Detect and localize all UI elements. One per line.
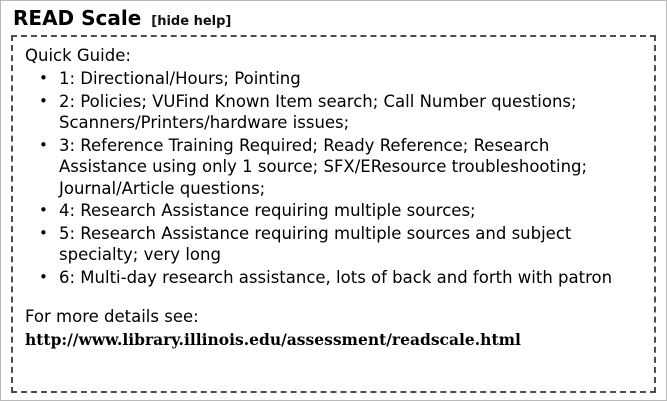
read-scale-level-list: [25, 68, 642, 288]
list-item: [25, 267, 642, 289]
list-item: [25, 135, 642, 200]
bullet-icon: •: [39, 223, 48, 242]
list-item: [25, 200, 642, 222]
bullet-icon: •: [39, 201, 48, 219]
level-text: 4: Research Assistance requiring multiple sources;: [59, 201, 476, 220]
page-title: READ Scale: [13, 6, 142, 30]
more-details-section: [25, 306, 642, 351]
bullet-icon: •: [39, 69, 48, 87]
bullet-icon: •: [39, 91, 48, 110]
level-text: 2: Policies; VUFind Known Item search; Call Number questions; Scanners/Printers/hardware issues;: [59, 91, 577, 132]
list-item: [25, 223, 642, 266]
level-text: 6: Multi-day research assistance, lots of back and forth with patron: [59, 267, 613, 287]
panel-header: [13, 7, 656, 29]
more-details-label: For more details see:: [25, 307, 199, 326]
level-text: 5: Research Assistance requiring multiple sources and subject specialty; very long: [59, 223, 572, 264]
list-item: [25, 68, 642, 90]
list-item: [25, 91, 642, 134]
level-text: 3: Reference Training Required; Ready Reference; Research Assistance using only 1 source; SFX/EResource troubleshooting; Journal/Article questions;: [59, 135, 588, 198]
read-scale-url[interactable]: http://www.library.illinois.edu/assessment/readscale.html: [25, 330, 521, 349]
quick-guide-label: Quick Guide:: [25, 46, 131, 65]
level-text: 1: Directional/Hours; Pointing: [59, 69, 301, 88]
quick-guide-box: [11, 35, 656, 393]
bullet-icon: •: [39, 135, 48, 154]
bullet-icon: •: [39, 267, 48, 286]
hide-help-link[interactable]: [hide help]: [151, 14, 232, 29]
